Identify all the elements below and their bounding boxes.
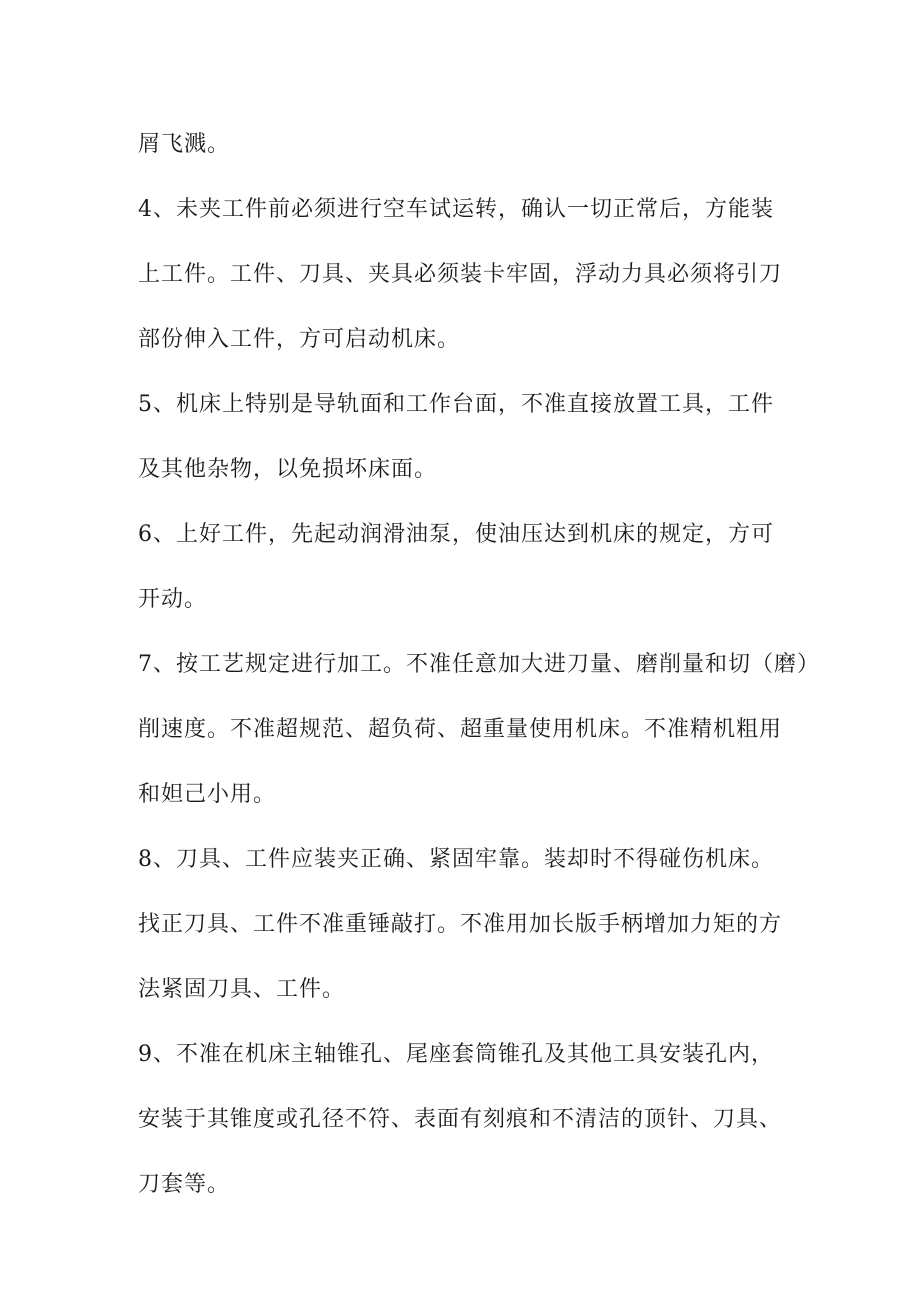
text-line: 8、刀具、工件应装夹正确、紧固牢靠。装却时不得碰伤机床。: [138, 847, 774, 872]
text-line: 上工件。工件、刀具、夹具必须装卡牢固，浮动力具必须将引刀: [138, 262, 783, 287]
text-line: 开动。: [138, 587, 208, 612]
text-line: 刀套等。: [138, 1172, 231, 1197]
body-text: [138, 112, 820, 1217]
text-line: 9、不准在机床主轴锥孔、尾座套筒锥孔及其他工具安装孔内，: [138, 1042, 774, 1067]
text-line: 安装于其锥度或孔径不符、表面有刻痕和不清洁的顶针、刀具、: [138, 1107, 783, 1132]
text-line: 部份伸入工件，方可启动机床。: [138, 327, 461, 352]
text-line: 6、上好工件，先起动润滑油泵，使油压达到机床的规定，方可: [138, 522, 774, 547]
text-line: 和妲己小用。: [138, 782, 277, 807]
text-line: 及其他杂物，以免损坏床面。: [138, 457, 438, 482]
text-line: 法紧固刀具、工件。: [138, 977, 346, 1002]
text-line: 削速度。不准超规范、超负荷、超重量使用机床。不准精机粗用: [138, 717, 783, 742]
text-line: 找正刀具、工件不准重锤敲打。不准用加长版手柄增加力矩的方: [138, 912, 783, 937]
text-line: 4、未夹工件前必须进行空车试运转，确认一切正常后，方能装: [138, 197, 774, 222]
text-line: 5、机床上特别是导轨面和工作台面，不准直接放置工具，工件: [138, 392, 774, 417]
text-line: 屑飞溅。: [138, 132, 231, 157]
text-line: 7、按工艺规定进行加工。不准任意加大进刀量、磨削量和切（磨）: [138, 652, 820, 677]
